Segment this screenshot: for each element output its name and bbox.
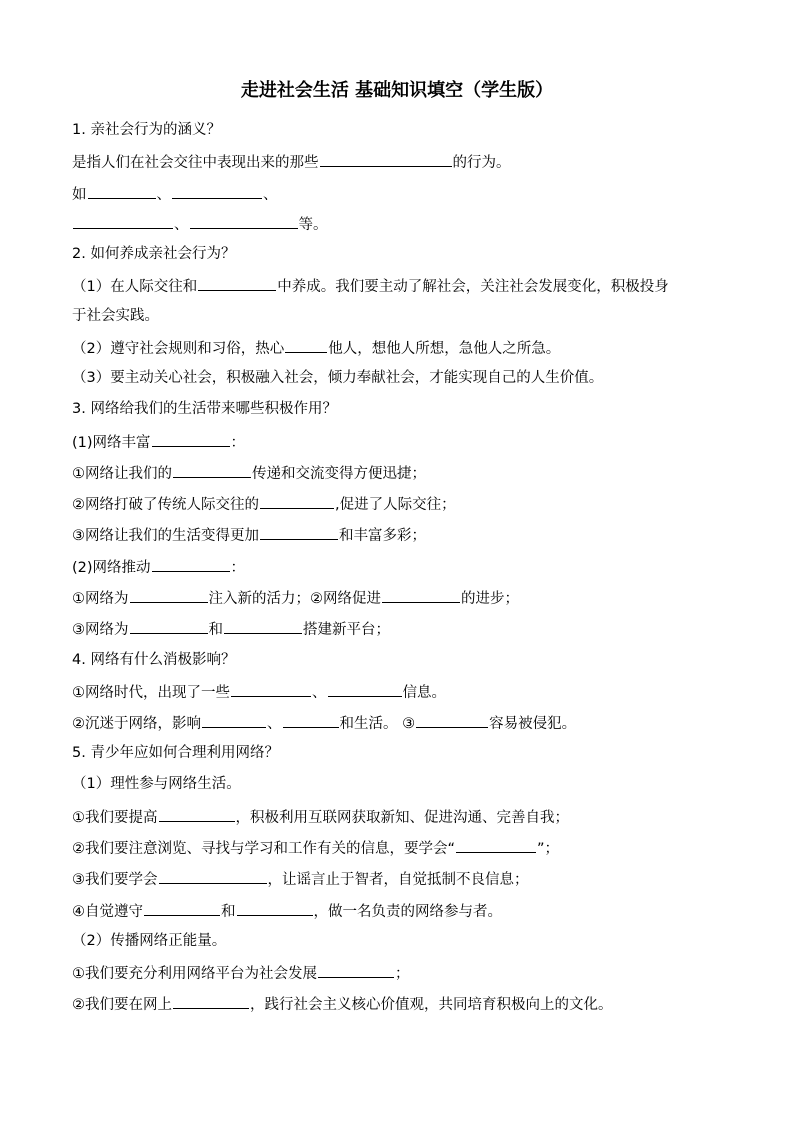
- fill-blank[interactable]: [173, 462, 251, 478]
- q3-item3-text: ③网络让我们的生活变得更加: [72, 528, 259, 544]
- q3-heading: 3. 网络给我们的生活带来哪些积极作用？: [72, 401, 337, 417]
- fill-blank[interactable]: [152, 556, 230, 572]
- punctuation: ；: [395, 966, 410, 982]
- q2-point1-text: （1）在人际交往和: [72, 279, 198, 295]
- fill-blank[interactable]: [237, 900, 313, 916]
- q5-item3: [72, 868, 732, 890]
- fill-blank[interactable]: [231, 681, 311, 697]
- q3-item3: [72, 524, 732, 546]
- q3-item1: [72, 462, 732, 484]
- q2-point2-text-cont: 他人，想他人所想，急他人之所急。: [328, 341, 561, 357]
- q1-definition: [72, 151, 732, 173]
- fill-blank[interactable]: [224, 618, 302, 634]
- q5-item4-text-end: ，做一名负责的网络参与者。: [313, 904, 502, 920]
- fill-blank[interactable]: [130, 618, 208, 634]
- fill-blank[interactable]: [382, 587, 460, 603]
- fill-blank[interactable]: [172, 183, 262, 199]
- q5-item4: [72, 900, 732, 922]
- q3-item4-text-end: 的进步；: [461, 591, 519, 607]
- q3-item3-text-cont: 和丰富多彩；: [339, 528, 426, 544]
- q5-item6: [72, 993, 732, 1015]
- q5-heading: 5. 青少年应如何合理利用网络？: [72, 745, 279, 761]
- q2-point1: [72, 275, 732, 297]
- q5-item2-text-end: ”；: [537, 841, 560, 857]
- q4-item2-text-end: 容易被侵犯。: [489, 716, 577, 732]
- q4-item2: [72, 712, 732, 734]
- fill-blank[interactable]: [456, 837, 536, 853]
- fill-blank[interactable]: [283, 712, 339, 728]
- q2-point1-wrap: 于社会实践。: [72, 308, 159, 324]
- q3-section1: [72, 431, 732, 453]
- separator: 、: [263, 187, 278, 203]
- q2-point2-text: （2）遵守社会规则和习俗，热心: [72, 341, 285, 357]
- q3-item5-text-cont: 和: [208, 622, 223, 638]
- q5-item1-text: ①我们要提高: [72, 810, 158, 826]
- q5-item1: [72, 806, 732, 828]
- fill-blank[interactable]: [260, 493, 334, 509]
- q3-item2-text-cont: ,促进了人际交往；: [335, 497, 456, 513]
- q5-item6-text-cont: ，践行社会主义核心价值观，共同培育积极向上的文化。: [250, 997, 613, 1013]
- q3-item5-text-end: 搭建新平台；: [303, 622, 390, 638]
- fill-blank[interactable]: [190, 213, 298, 229]
- q4-heading: 4. 网络有什么消极影响？: [72, 652, 236, 668]
- q3-item4-text: ①网络为: [72, 591, 129, 607]
- fill-blank[interactable]: [144, 900, 220, 916]
- q3-item4-text-cont: 注入新的活力；②网络促进: [208, 591, 381, 607]
- fill-blank[interactable]: [328, 681, 402, 697]
- fill-blank[interactable]: [320, 151, 452, 167]
- q3-section2: [72, 556, 732, 578]
- fill-blank[interactable]: [173, 993, 249, 1009]
- q5-item2: [72, 837, 732, 859]
- q2-point2: [72, 337, 732, 359]
- q3-item5-text: ③网络为: [72, 622, 129, 638]
- q3-item4: [72, 587, 732, 609]
- q1-definition-text: 是指人们在社会交往中表现出来的那些: [72, 155, 319, 171]
- fill-blank[interactable]: [202, 712, 266, 728]
- separator: 、: [156, 187, 171, 203]
- fill-blank[interactable]: [159, 806, 235, 822]
- q4-item1-text-end: 信息。: [402, 685, 446, 701]
- fill-blank[interactable]: [73, 213, 173, 229]
- q5-item6-text: ②我们要在网上: [72, 997, 172, 1013]
- q1-heading: 1. 亲社会行为的涵义？: [72, 122, 221, 138]
- punctuation: ：: [230, 435, 246, 451]
- q1-examples-end: 等。: [298, 217, 328, 233]
- q1-examples-line2: [72, 213, 732, 235]
- q3-section1-text: (1)网络丰富: [72, 435, 151, 451]
- q5-item3-text-cont: ，让谣言止于智者，自觉抵制不良信息；: [267, 872, 529, 888]
- q3-section2-text: (2)网络推动: [72, 560, 151, 576]
- q4-item1-text: ①网络时代，出现了一些: [72, 685, 230, 701]
- q2-point1-text-cont: 中养成。我们要主动了解社会，关注社会发展变化，积极投身: [277, 279, 669, 295]
- q3-item1-text: ①网络让我们的: [72, 466, 172, 482]
- fill-blank[interactable]: [285, 337, 327, 353]
- q4-item1: [72, 681, 732, 703]
- q5-item5: [72, 962, 732, 984]
- page-title: 走进社会生活 基础知识填空（学生版）: [240, 80, 554, 101]
- q5-item2-text: ②我们要注意浏览、寻找与学习和工作有关的信息，要学会“: [72, 841, 456, 857]
- q5-section2: （2）传播网络正能量。: [72, 933, 227, 949]
- q4-item2-text-cont: 和生活。 ③: [339, 716, 416, 732]
- fill-blank[interactable]: [159, 868, 267, 884]
- q1-definition-end: 的行为。: [452, 155, 511, 171]
- q5-item3-text: ③我们要学会: [72, 872, 158, 888]
- fill-blank[interactable]: [260, 524, 338, 540]
- q1-examples-line1: [72, 183, 732, 205]
- q2-point3: （3）要主动关心社会，积极融入社会，倾力奉献社会，才能实现自己的人生价值。: [72, 370, 604, 386]
- fill-blank[interactable]: [318, 962, 394, 978]
- fill-blank[interactable]: [198, 275, 276, 291]
- q1-examples-lead: 如: [72, 187, 87, 203]
- q5-item1-text-cont: ，积极利用互联网获取新知、促进沟通、完善自我；: [235, 810, 569, 826]
- fill-blank[interactable]: [130, 587, 208, 603]
- q3-item1-text-cont: 传递和交流变得方便迅捷；: [252, 466, 426, 482]
- fill-blank[interactable]: [152, 431, 230, 447]
- q5-item4-text: ④自觉遵守: [72, 904, 143, 920]
- separator: 、: [174, 217, 189, 233]
- q3-item2: [72, 493, 732, 515]
- punctuation: ：: [230, 560, 246, 576]
- q4-item2-text: ②沉迷于网络，影响: [72, 716, 201, 732]
- separator: 、: [267, 716, 282, 732]
- q5-section1: （1）理性参与网络生活。: [72, 776, 241, 792]
- fill-blank[interactable]: [88, 183, 156, 199]
- fill-blank[interactable]: [416, 712, 488, 728]
- q3-item2-text: ②网络打破了传统人际交往的: [72, 497, 259, 513]
- q2-heading: 2. 如何养成亲社会行为？: [72, 246, 236, 262]
- q5-item4-text-cont: 和: [221, 904, 236, 920]
- q3-item5: [72, 618, 732, 640]
- q5-item5-text: ①我们要充分利用网络平台为社会发展: [72, 966, 317, 982]
- separator: 、: [312, 685, 327, 701]
